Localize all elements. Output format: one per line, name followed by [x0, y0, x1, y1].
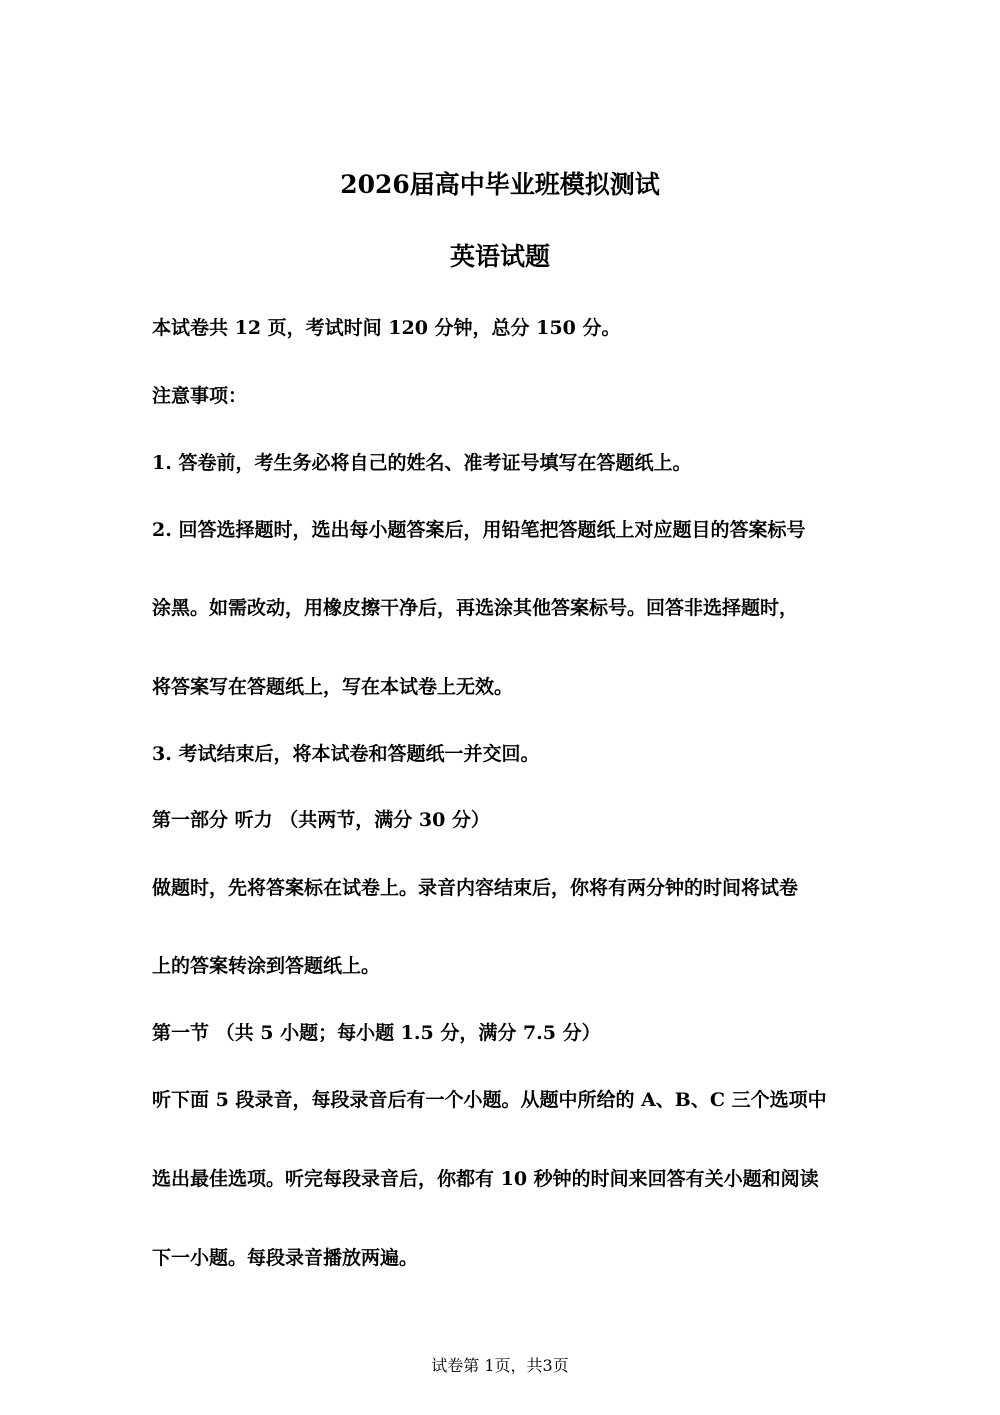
notice-item-2-line-2: 涂黑。如需改动，用橡皮擦干净后，再选涂其他答案标号。回答非选择题时， — [152, 597, 799, 619]
part-one-instruction-line-1: 做题时，先将答案标在试卷上。录音内容结束后，你将有两分钟的时间将试卷 — [152, 877, 799, 899]
notice-heading: 注意事项： — [152, 385, 248, 407]
notice-item-2-line-1: 2. 回答选择题时，选出每小题答案后，用铅笔把答题纸上对应题目的答案标号 — [152, 519, 806, 541]
notice-item-2-line-3: 将答案写在答题纸上，写在本试卷上无效。 — [152, 676, 514, 698]
part-one-instruction-line-2: 上的答案转涂到答题纸上。 — [152, 955, 381, 977]
notice-item-1: 1. 答卷前，考生务必将自己的姓名、准考证号填写在答题纸上。 — [152, 452, 692, 474]
exam-subtitle: 英语试题 — [449, 242, 550, 271]
page-footer: 试卷第 1页，共3页 — [431, 1356, 569, 1375]
notice-item-3: 3. 考试结束后，将本试卷和答题纸一并交回。 — [152, 743, 540, 765]
section-one-instruction-line-3: 下一小题。每段录音播放两遍。 — [152, 1247, 419, 1269]
section-one-instruction-line-1: 听下面 5 段录音，每段录音后有一个小题。从题中所给的 A、B、C 三个选项中 — [152, 1089, 827, 1111]
exam-title: 2026届高中毕业班模拟测试 — [340, 170, 660, 199]
exam-info-line: 本试卷共 12 页，考试时间 120 分钟，总分 150 分。 — [152, 317, 621, 339]
section-one-instruction-line-2: 选出最佳选项。听完每段录音后，你都有 10 秒钟的时间来回答有关小题和阅读 — [152, 1168, 819, 1190]
section-one-heading: 第一节 （共 5 小题；每小题 1.5 分，满分 7.5 分） — [152, 1022, 601, 1044]
part-one-heading: 第一部分 听力 （共两节，满分 30 分） — [152, 809, 490, 831]
